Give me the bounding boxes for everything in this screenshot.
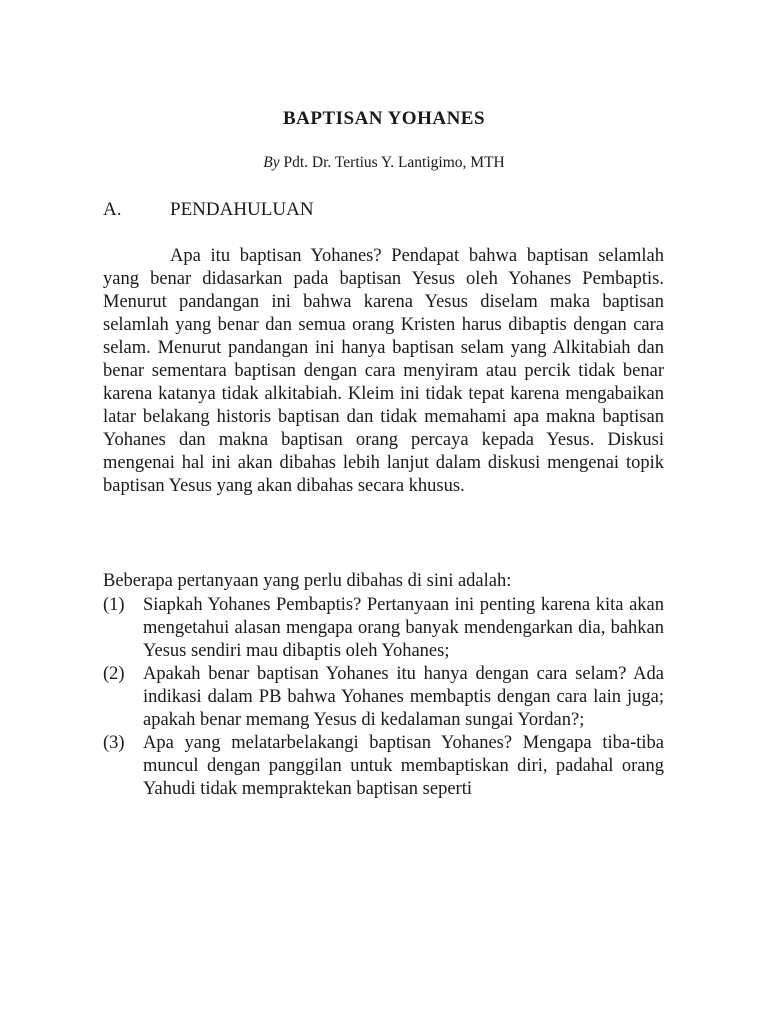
section-title: PENDAHULUAN [170,199,314,220]
question-item-1 [103,594,664,663]
document-title: BAPTISAN YOHANES [282,108,486,129]
byline-author: Pdt. Dr. Tertius Y. Lantigimo, MTH [279,154,505,171]
question-text: Siapkah Yohanes Pembaptis? Pertanyaan ini penting karena kita akan mengetahui alasan mengapa orang banyak mendengarkan dia, bahkan Yesus sendiri mau dibaptis oleh Yohanes; [143,595,664,661]
questions-lead: Beberapa pertanyaan yang perlu dibahas di sini adalah: [103,571,512,591]
byline-prefix: By [263,154,280,171]
question-item-3 [103,732,664,801]
question-list [103,594,664,801]
question-number: (3) [103,733,125,753]
section-letter: A. [103,199,122,220]
question-text: Apakah benar baptisan Yohanes itu hanya dengan cara selam? Ada indikasi dalam PB bahwa Yohanes membaptis dengan cara lain juga; apakah benar memang Yesus di kedalaman sungai Yordan?; [143,664,664,730]
question-number: (1) [103,595,125,615]
question-text: Apa yang melatarbelakangi baptisan Yohanes? Mengapa tiba-tiba muncul dengan panggilan untuk membaptiskan diri, padahal orang Yahudi tidak mempraktekan baptisan seperti [143,733,664,799]
question-number: (2) [103,664,125,684]
section-heading [103,199,314,221]
intro-paragraph: Apa itu baptisan Yohanes? Pendapat bahwa baptisan selamlah yang benar didasarkan pada baptisan Yesus oleh Yohanes Pembaptis. Menurut pandangan ini bahwa karena Yesus diselam maka baptisan selamlah yang benar dan semua orang Kristen harus dibaptis dengan cara selam. Menurut pandangan ini hanya baptisan selam yang Alkitabiah dan benar sementara baptisan dengan cara menyiram atau percik tidak benar karena katanya tidak alkitabiah. Kleim ini tidak tepat karena mengabaikan latar belakang historis baptisan dan tidak memahami apa makna baptisan Yohanes dan makna baptisan orang percaya kepada Yesus. Diskusi mengenai hal ini akan dibahas lebih lanjut dalam diskusi mengenai topik baptisan Yesus yang akan dibahas secara khusus. [103,246,664,496]
question-item-2 [103,663,664,732]
author-byline [0,154,768,172]
